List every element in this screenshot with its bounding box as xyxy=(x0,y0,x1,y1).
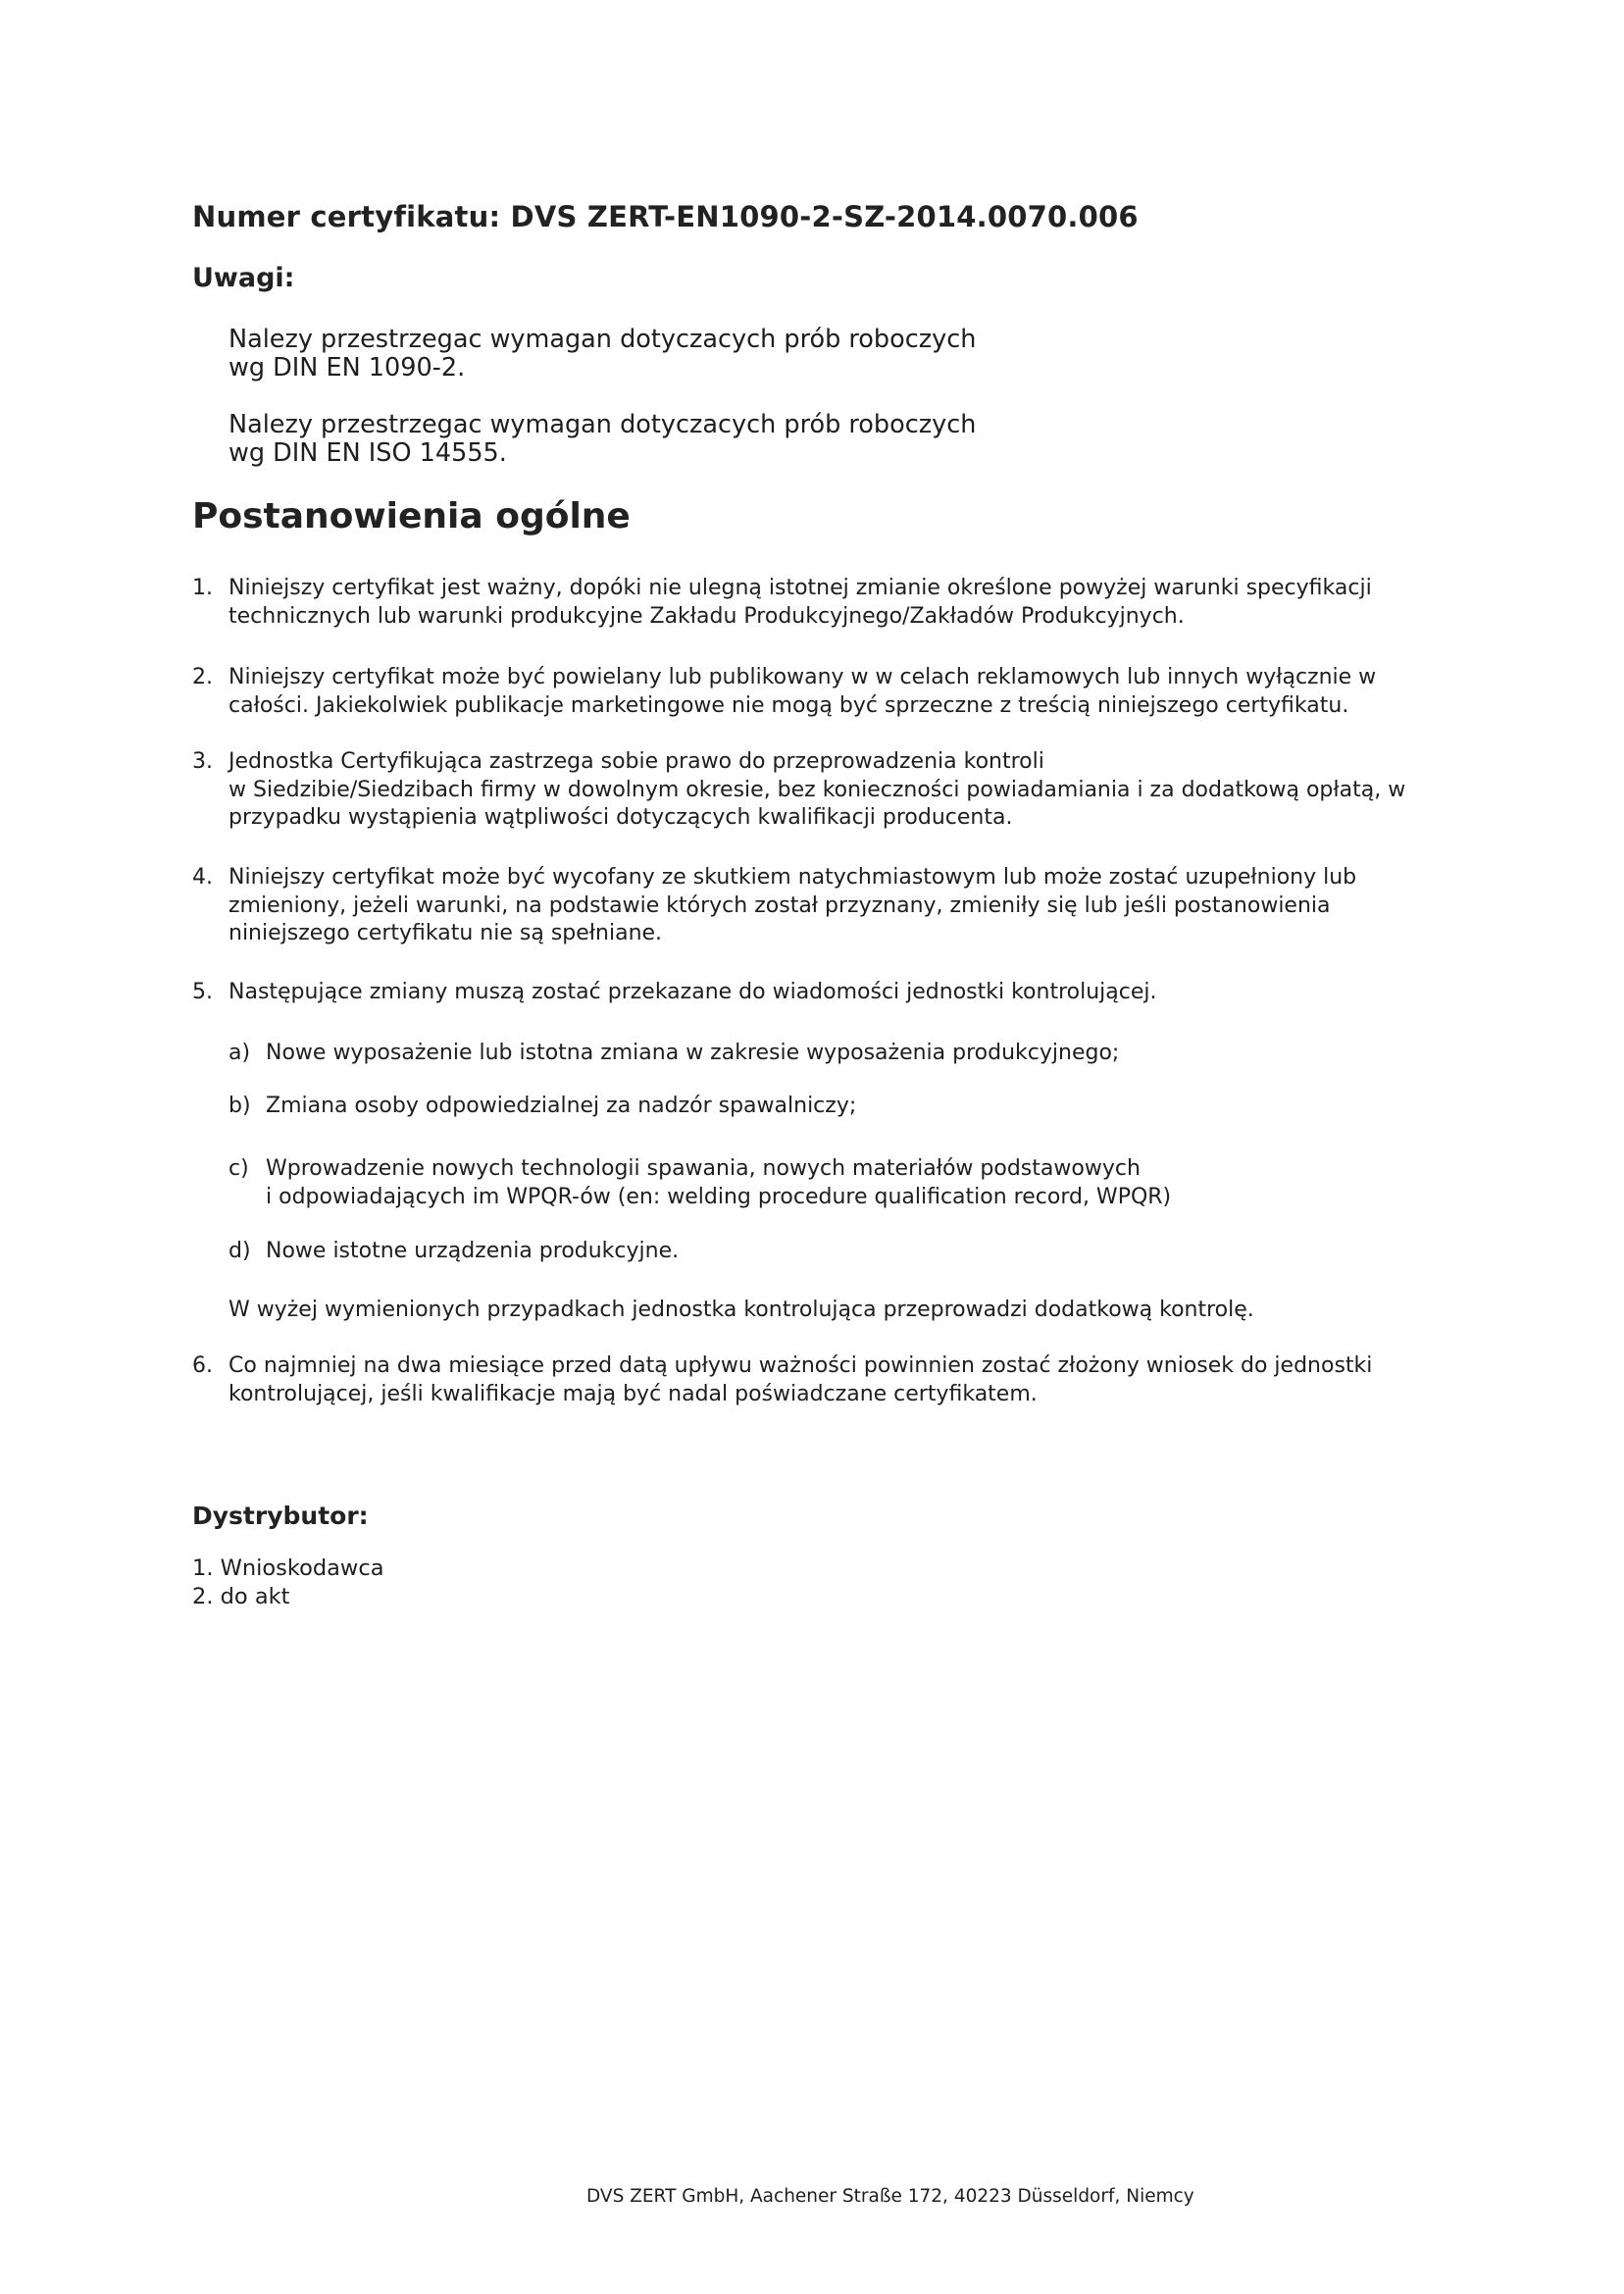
sub-item-text: Nowe wyposażenie lub istotna zmiana w zakresie wyposażenia produkcyjnego; xyxy=(266,1041,1120,1065)
remark-text: Nalezy przestrzegac wymagan dotyczacych prób roboczych wg DIN EN 1090-2. xyxy=(228,325,977,382)
remarks-title: Uwagi: xyxy=(192,263,295,293)
provision-number: 5. xyxy=(192,980,213,1004)
provision-item xyxy=(192,575,1428,631)
sub-item-text: Zmiana osoby odpowiedzialnej za nadzór spawalniczy; xyxy=(266,1094,857,1118)
provision-number: 6. xyxy=(192,1353,213,1378)
provision-number: 1. xyxy=(192,576,213,600)
sub-item-letter: c) xyxy=(228,1156,249,1181)
certificate-number: Numer certyfikatu: DVS ZERT-EN1090-2-SZ-2014.0070.006 xyxy=(192,200,1139,233)
sub-item-text: Wprowadzenie nowych technologii spawania, nowych materiałów podstawowych i odpowiadających im WPQR-ów (en: welding procedure qualification record, WPQR) xyxy=(266,1156,1172,1209)
provision-text: Następujące zmiany muszą zostać przekazane do wiadomości jednostki kontrolującej. xyxy=(228,980,1157,1004)
sub-item-letter: b) xyxy=(228,1094,251,1118)
general-provisions-title: Postanowienia ogólne xyxy=(192,496,631,536)
provision-item xyxy=(192,1352,1428,1408)
provision-number: 3. xyxy=(192,749,213,774)
footer-address: DVS ZERT GmbH, Aachener Straße 172, 40223 Düsseldorf, Niemcy xyxy=(586,2186,1194,2207)
provision-text: Niniejszy certyfikat może być powielany lub publikowany w w celach reklamowych lub innych wyłącznie w całości. Jakiekolwiek publikacje marketingowe nie mogą być sprzeczne z treścią niniejszego certyfikatu. xyxy=(228,665,1377,718)
provision-text: Niniejszy certyfikat jest ważny, dopóki nie ulegną istotnej zmianie określone powyżej warunki specyfikacji technicznych lub warunki produkcyjne Zakładu Produkcyjnego/Zakładów Produkcyjnych. xyxy=(228,576,1372,629)
provision-sub-item xyxy=(228,1238,1405,1266)
provision-sub-item xyxy=(228,1040,1405,1068)
remark-item xyxy=(228,326,976,382)
sub-item-text: Nowe istotne urządzenia produkcyjne. xyxy=(266,1239,680,1263)
remark-item xyxy=(228,411,976,468)
remark-text: Nalezy przestrzegac wymagan dotyczacych prób roboczych wg DIN EN ISO 14555. xyxy=(228,410,977,468)
provision-5-note: W wyżej wymienionych przypadkach jednostka kontrolująca przeprowadzi dodatkową kontrolę. xyxy=(228,1298,1254,1322)
distributor-title: Dystrybutor: xyxy=(192,1502,369,1530)
provision-item xyxy=(192,748,1428,833)
distributor-item: 1. Wnioskodawca xyxy=(192,1555,384,1581)
provision-text: Niniejszy certyfikat może być wycofany ze skutkiem natychmiastowym lub może zostać uzupełniony lub zmieniony, jeżeli warunki, na podstawie których został przyznany, zmieniły się lub jeśli postanowienia niniejszego certyfikatu nie są spełniane. xyxy=(228,865,1357,945)
provision-sub-item xyxy=(228,1155,1405,1211)
sub-item-letter: d) xyxy=(228,1239,251,1263)
distributor-list xyxy=(192,1555,384,1610)
provision-number: 2. xyxy=(192,665,213,689)
provision-sub-item xyxy=(228,1093,1405,1121)
distributor-item: 2. do akt xyxy=(192,1583,290,1609)
provision-item xyxy=(192,979,1428,1007)
provision-item xyxy=(192,864,1428,948)
provision-text: Co najmniej na dwa miesiące przed datą upływu ważności powinnien zostać złożony wniosek do jednostki kontrolującej, jeśli kwalifikacje mają być nadal poświadczane certyfikatem. xyxy=(228,1353,1373,1406)
provision-item xyxy=(192,664,1428,720)
provision-text: Jednostka Certyfikująca zastrzega sobie prawo do przeprowadzenia kontroli w Siedzibie/Siedzibach firmy w dowolnym okresie, bez konieczności powiadamiania i za dodatkową opłatą, w przypadku wystąpienia wątpliwości dotyczących kwalifikacji producenta. xyxy=(228,749,1406,830)
sub-item-letter: a) xyxy=(228,1041,251,1065)
provision-number: 4. xyxy=(192,865,213,890)
